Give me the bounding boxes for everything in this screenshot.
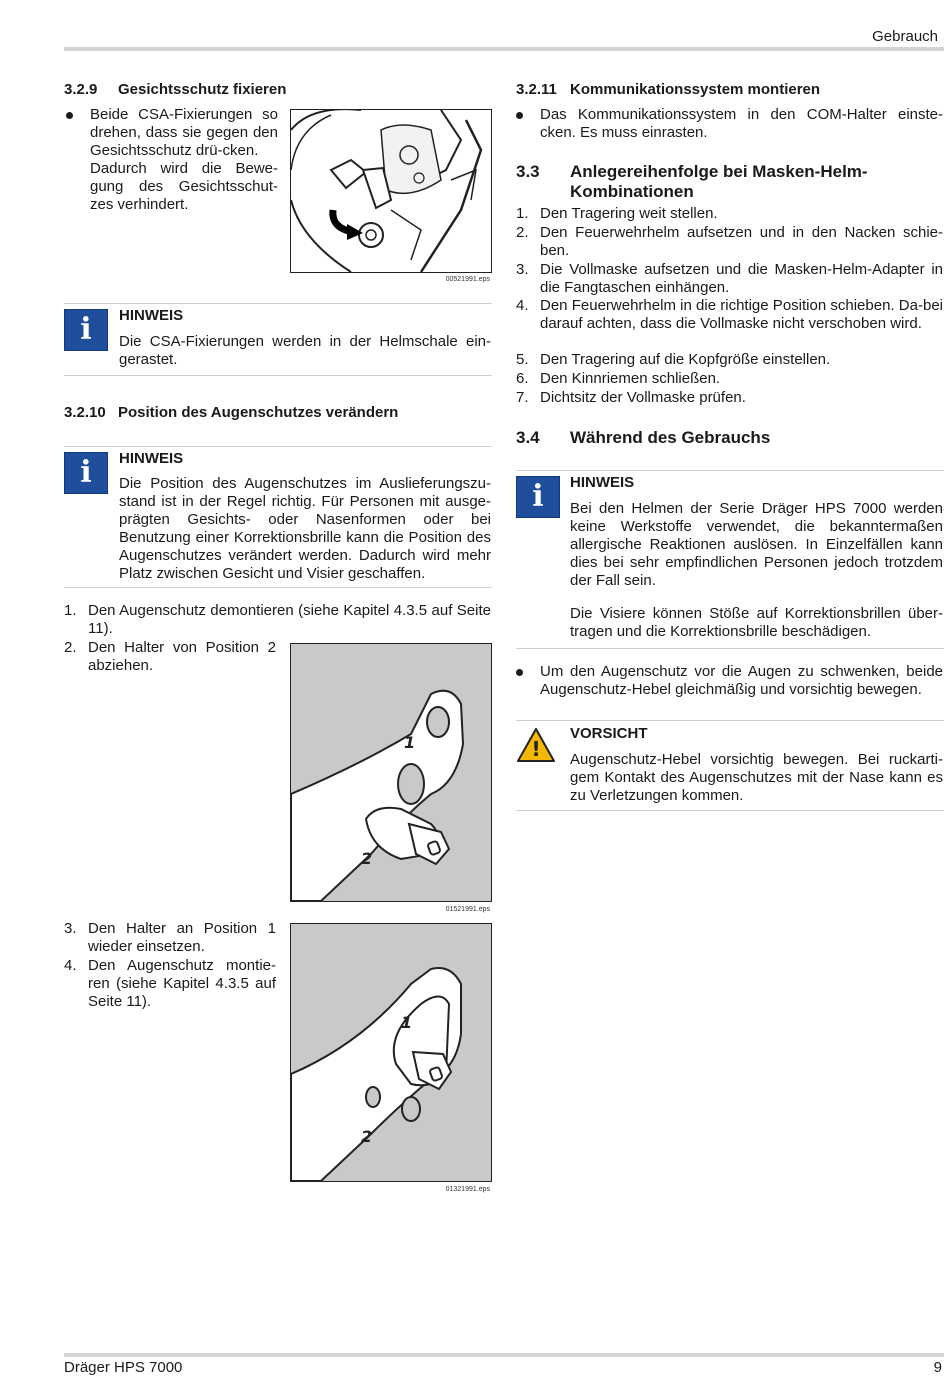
note-text: Bei den Helmen der Serie Dräger HPS 7000 werden keine Werkstoffe verwendet, die bekanntermaßen allergische Reaktionen auslösen. In Einzelfällen kann dies bei sehr empfindlichen Personen jedoch trotzdem der Fall sein. <box>570 500 943 589</box>
caution-title: VORSICHT <box>570 725 648 742</box>
section-heading-3-2-11: 3.2.11 Kommunikationssystem montieren <box>516 81 821 98</box>
note-rule-bottom <box>516 648 944 649</box>
footer-product: Dräger HPS 7000 <box>64 1359 183 1376</box>
note-rule-top <box>64 446 492 447</box>
caution-triangle <box>516 727 556 763</box>
note-title: HINWEIS <box>119 450 184 467</box>
list-item: 4. Den Feuerwehrhelm in die richtige Position schieben. Da-bei darauf achten, dass die Vollmaske nicht verschoben wird. <box>516 297 943 332</box>
info-icon: i <box>516 476 560 518</box>
list-item: 6. Den Kinnriemen schließen. <box>516 370 721 387</box>
bullet-text: Beide CSA-Fixierungen so drehen, dass sie gegen den Gesichtsschutz drü-cken. <box>90 106 278 159</box>
figure-caption: 01521991.eps <box>445 906 490 913</box>
note-text: Die Visiere können Stöße auf Korrektionsbrillen über-tragen und die Korrektionsbrille beschädigen. <box>570 605 943 640</box>
bullet-kommunikationssystem <box>516 106 944 142</box>
caution-glyph: ! <box>531 737 541 761</box>
bullet-dot <box>516 669 523 676</box>
note-rule-bottom <box>64 587 492 588</box>
caution-icon <box>516 727 556 763</box>
list-item: 1. Den Augenschutz demontieren (siehe Kapitel 4.3.5 auf Seite 11). <box>64 602 491 637</box>
bullet-text: Um den Augenschutz vor die Augen zu schwenken, beide Augenschutz-Hebel gleichmäßig und vorsichtig bewegen. <box>540 663 943 698</box>
note-rule-top <box>64 303 492 304</box>
list-item: 2. Den Halter von Position 2 abziehen. <box>64 639 276 674</box>
figure-csa-fixation <box>290 109 492 273</box>
position-label-1: 1 <box>404 733 416 752</box>
section-heading-3-4: 3.4 Während des Gebrauchs <box>516 428 771 447</box>
section-heading-3-2-9: 3.2.9 Gesichtsschutz fixieren <box>64 81 287 98</box>
position-label-2: 2 <box>361 849 373 868</box>
note-text: Die Position des Augenschutzes im Auslieferungszu-stand ist in der Regel richtig. Für Personen mit ausge-prägten Gesichts- oder Nasenformen oder bei Benutzung einer Korrektionsbrille kann die Position des Augenschutzes verändert werden. Dadurch wird mehr Platz zwischen Gesicht und Visier geschaffen. <box>119 475 491 582</box>
info-icon: i <box>64 452 108 494</box>
figure-holder-position-2-drawing <box>291 644 491 901</box>
note-title: HINWEIS <box>570 474 635 491</box>
running-header: Gebrauch <box>872 28 938 45</box>
bullet-dot <box>66 112 73 119</box>
list-item: 3. Den Halter an Position 1 wieder einsetzen. <box>64 920 276 955</box>
list-item: 2. Den Feuerwehrhelm aufsetzen und in den Nacken schie-ben. <box>516 224 943 259</box>
figure-csa-fixation-drawing <box>291 110 491 272</box>
caution-text: Augenschutz-Hebel vorsichtig bewegen. Bei ruckarti-gem Kontakt des Augenschutzes mit der Nase kann es zu Verletzungen kommen. <box>570 751 943 804</box>
note-text: Die CSA-Fixierungen werden in der Helmschale ein-gerastet. <box>119 333 491 368</box>
note-title: HINWEIS <box>119 307 184 324</box>
bullet-text: Das Kommunikationssystem in den COM-Halter einste-cken. Es muss einrasten. <box>540 106 943 141</box>
figure-holder-position-1 <box>290 923 492 1182</box>
position-label-1: 1 <box>401 1013 413 1032</box>
caution-rule-bottom <box>516 810 944 811</box>
header-rule <box>64 47 944 51</box>
position-label-2: 2 <box>361 1127 373 1146</box>
figure-holder-position-1-drawing <box>291 924 491 1181</box>
list-item: 4. Den Augenschutz montie-ren (siehe Kapitel 4.3.5 auf Seite 11). <box>64 957 276 1010</box>
info-icon: i <box>64 309 108 351</box>
figure-holder-position-2 <box>290 643 492 902</box>
section-heading-3-3: 3.3 Anlegereihenfolge bei Masken-Helm-Kombinationen <box>516 162 868 201</box>
list-item: 7. Dichtsitz der Vollmaske prüfen. <box>516 389 746 406</box>
list-item: 1. Den Tragering weit stellen. <box>516 205 718 222</box>
note-rule-bottom <box>64 375 492 376</box>
bullet-text-continued: Dadurch wird die Bewe-gung des Gesichtsschut-zes verhindert. <box>90 160 278 213</box>
page-number: 9 <box>933 1359 942 1376</box>
figure-caption: 00521991.eps <box>445 276 490 283</box>
caution-rule-top <box>516 720 944 721</box>
section-heading-3-2-10: 3.2.10 Position des Augenschutzes verändern <box>64 404 399 421</box>
note-rule-top <box>516 470 944 471</box>
list-item: 5. Den Tragering auf die Kopfgröße einstellen. <box>516 351 831 368</box>
list-item: 3. Die Vollmaske aufsetzen und die Masken-Helm-Adapter in die Fangtaschen einhängen. <box>516 261 943 296</box>
bullet-csa-fixierung <box>66 106 278 236</box>
bullet-augenschutz-schwenken <box>516 663 944 699</box>
bullet-dot <box>516 112 523 119</box>
footer-rule <box>64 1353 944 1357</box>
figure-caption: 01321991.eps <box>445 1186 490 1193</box>
